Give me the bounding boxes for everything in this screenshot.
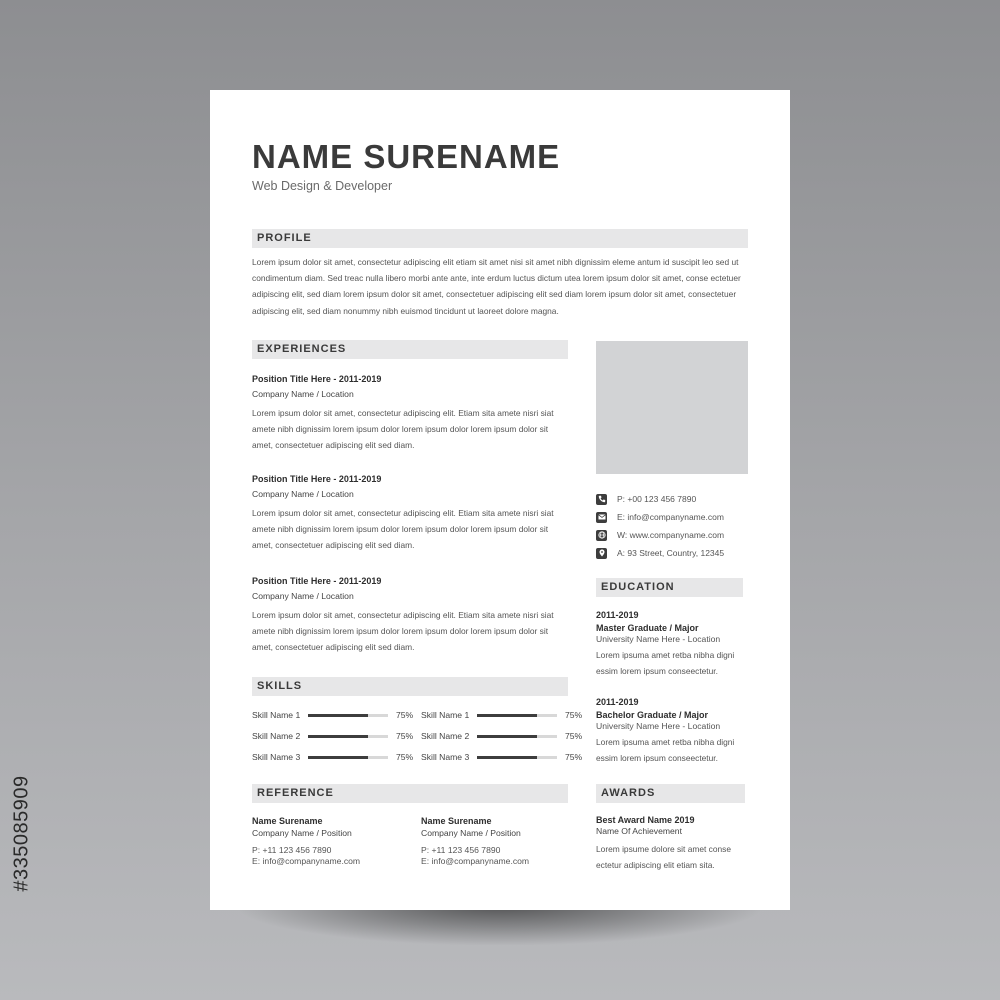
education-years: 2011-2019 [596, 697, 639, 707]
experience-line: Lorem ipsum dolor sit amet, consectetur adipiscing elit. Etiam sita amete nisri siat [252, 408, 554, 418]
education-degree: Bachelor Graduate / Major [596, 710, 709, 720]
experience-item [252, 576, 572, 656]
skill-fill [477, 735, 537, 738]
experience-company: Company Name / Location [252, 591, 354, 601]
education-description [596, 734, 734, 766]
skill-percent: 75% [565, 752, 583, 762]
page-shadow [240, 905, 760, 945]
skill-label: Skill Name 2 [252, 731, 301, 741]
reference-phone: P: +11 123 456 7890 [421, 845, 501, 855]
education-description [596, 647, 734, 679]
education-heading: EDUCATION [601, 581, 675, 593]
education-degree: Master Graduate / Major [596, 623, 699, 633]
experience-line: amet, consectetuer adipiscing elit sed diam. [252, 440, 415, 451]
awards-heading: AWARDS [601, 787, 656, 799]
stock-id-text: #335085909 [10, 774, 33, 892]
skill-fill [477, 714, 537, 717]
experience-description [252, 607, 572, 656]
profile-line: Lorem ipsum dolor sit amet, consectetur adipiscing elit etiam sit amet nisi sit amet nibh dignissim eleme antum id suscipit leo sed ut [252, 257, 739, 267]
phone-icon [596, 494, 607, 505]
resume-name: NAME SURENAME [252, 138, 561, 175]
experience-item [252, 374, 572, 454]
skill-track [477, 735, 557, 738]
experience-line: amete nibh dignissim lorem ipsum dolor lorem ipsum dolor lorem ipsum dolor sit [252, 626, 549, 637]
experience-position: Position Title Here - 2011-2019 [252, 576, 382, 586]
skill-percent: 75% [396, 752, 414, 762]
award-item [596, 815, 731, 873]
profile-heading: PROFILE [257, 232, 312, 244]
skill-track [308, 756, 388, 759]
contact-address-row [596, 546, 724, 560]
skill-label: Skill Name 3 [421, 752, 470, 762]
education-line: Lorem ipsuma amet retba nibha digni [596, 650, 735, 660]
awards-heading-bar [596, 784, 745, 803]
skill-fill [308, 756, 368, 759]
contact-web: W: www.companyname.com [617, 530, 725, 540]
reference-heading-bar [252, 784, 568, 803]
education-line: essim lorem ipsum conseectetur. [596, 666, 718, 677]
experience-line: amete nibh dignissim lorem ipsum dolor lorem ipsum dolor lorem ipsum dolor sit [252, 524, 549, 535]
reference-name: Name Surename [252, 816, 323, 826]
profile-line: condimentum diam. Sed treac nulla libero morbi ante ante, inte erdum luctus dictum utea lorem ipsum dolor sit amet, conse ectetuer [252, 273, 741, 284]
experience-company: Company Name / Location [252, 389, 354, 399]
skill-item [252, 730, 413, 742]
award-achievement: Name Of Achievement [596, 826, 682, 836]
profile-photo-placeholder [596, 341, 748, 474]
stock-id [4, 758, 40, 908]
reference-item [252, 816, 360, 866]
contact-email-row [596, 510, 724, 524]
skill-track [308, 714, 388, 717]
education-heading-bar [596, 578, 743, 597]
reference-position: Company Name / Position [252, 828, 352, 838]
award-name: Best Award Name 2019 [596, 815, 695, 825]
skills-heading: SKILLS [257, 680, 303, 692]
experience-item [252, 474, 572, 554]
profile-heading-bar [252, 229, 748, 248]
location-pin-icon [596, 548, 607, 559]
education-line: Lorem ipsuma amet retba nibha digni [596, 737, 735, 747]
skill-percent: 75% [396, 710, 414, 720]
skill-fill [477, 756, 537, 759]
contact-phone-row [596, 492, 696, 506]
contact-web-row [596, 528, 724, 542]
skill-item [421, 751, 582, 763]
skill-track [477, 756, 557, 759]
experience-position: Position Title Here - 2011-2019 [252, 374, 382, 384]
skill-label: Skill Name 2 [421, 731, 470, 741]
award-line: ectetur adipiscing elit etiam sita. [596, 860, 715, 871]
resume-role: Web Design & Developer [252, 179, 393, 193]
experiences-heading-bar [252, 340, 568, 359]
experiences-heading: EXPERIENCES [257, 343, 347, 355]
reference-item [421, 816, 529, 866]
profile-line: adipiscing elit, sed diam nonummy nibh euismod tincidunt ut laoreet dolore magna. [252, 305, 559, 316]
profile-text [252, 254, 752, 319]
education-line: essim lorem ipsum conseectetur. [596, 753, 718, 764]
award-description [596, 841, 731, 873]
skill-label: Skill Name 3 [252, 752, 301, 762]
skill-percent: 75% [565, 731, 583, 741]
experience-line: Lorem ipsum dolor sit amet, consectetur adipiscing elit. Etiam sita amete nisri siat [252, 610, 554, 620]
reference-email: E: info@companyname.com [252, 856, 361, 866]
education-school: University Name Here - Location [596, 634, 721, 644]
reference-email: E: info@companyname.com [421, 856, 530, 866]
education-item [596, 610, 734, 679]
contact-address: A: 93 Street, Country, 12345 [617, 548, 725, 558]
skill-item [252, 751, 413, 763]
skills-heading-bar [252, 677, 568, 696]
reference-heading: REFERENCE [257, 787, 334, 799]
skill-label: Skill Name 1 [421, 710, 470, 720]
skill-fill [308, 714, 368, 717]
resume-page [210, 90, 790, 910]
skill-fill [308, 735, 368, 738]
education-item [596, 697, 734, 766]
experience-line: amet, consectetuer adipiscing elit sed diam. [252, 540, 415, 551]
profile-line: adipiscing elit, sed diam lorem ipsum dolor sit amet, consectetuer adipiscing elit sed diam lorem ipsum dolor sit amet, consectetuer [252, 289, 737, 300]
skill-label: Skill Name 1 [252, 710, 301, 720]
skill-percent: 75% [396, 731, 414, 741]
contact-phone: P: +00 123 456 7890 [617, 494, 697, 504]
skill-track [477, 714, 557, 717]
experience-company: Company Name / Location [252, 489, 354, 499]
reference-name: Name Surename [421, 816, 492, 826]
contact-email: E: info@companyname.com [617, 512, 724, 522]
skill-percent: 75% [565, 710, 583, 720]
education-years: 2011-2019 [596, 610, 639, 620]
experience-line: Lorem ipsum dolor sit amet, consectetur adipiscing elit. Etiam sita amete nisri siat [252, 508, 554, 518]
skill-item [421, 730, 582, 742]
experience-line: amet, consectetuer adipiscing elit sed diam. [252, 642, 415, 653]
globe-icon [596, 530, 607, 541]
award-line: Lorem ipsume dolore sit amet conse [596, 844, 731, 854]
experience-line: amete nibh dignissim lorem ipsum dolor lorem ipsum dolor lorem ipsum dolor sit [252, 424, 549, 435]
education-school: University Name Here - Location [596, 721, 721, 731]
reference-phone: P: +11 123 456 7890 [252, 845, 332, 855]
mail-icon [596, 512, 607, 523]
skill-track [308, 735, 388, 738]
skill-item [421, 709, 582, 721]
experience-description [252, 405, 572, 454]
experience-position: Position Title Here - 2011-2019 [252, 474, 382, 484]
reference-position: Company Name / Position [421, 828, 521, 838]
experience-description [252, 505, 572, 554]
skill-item [252, 709, 413, 721]
